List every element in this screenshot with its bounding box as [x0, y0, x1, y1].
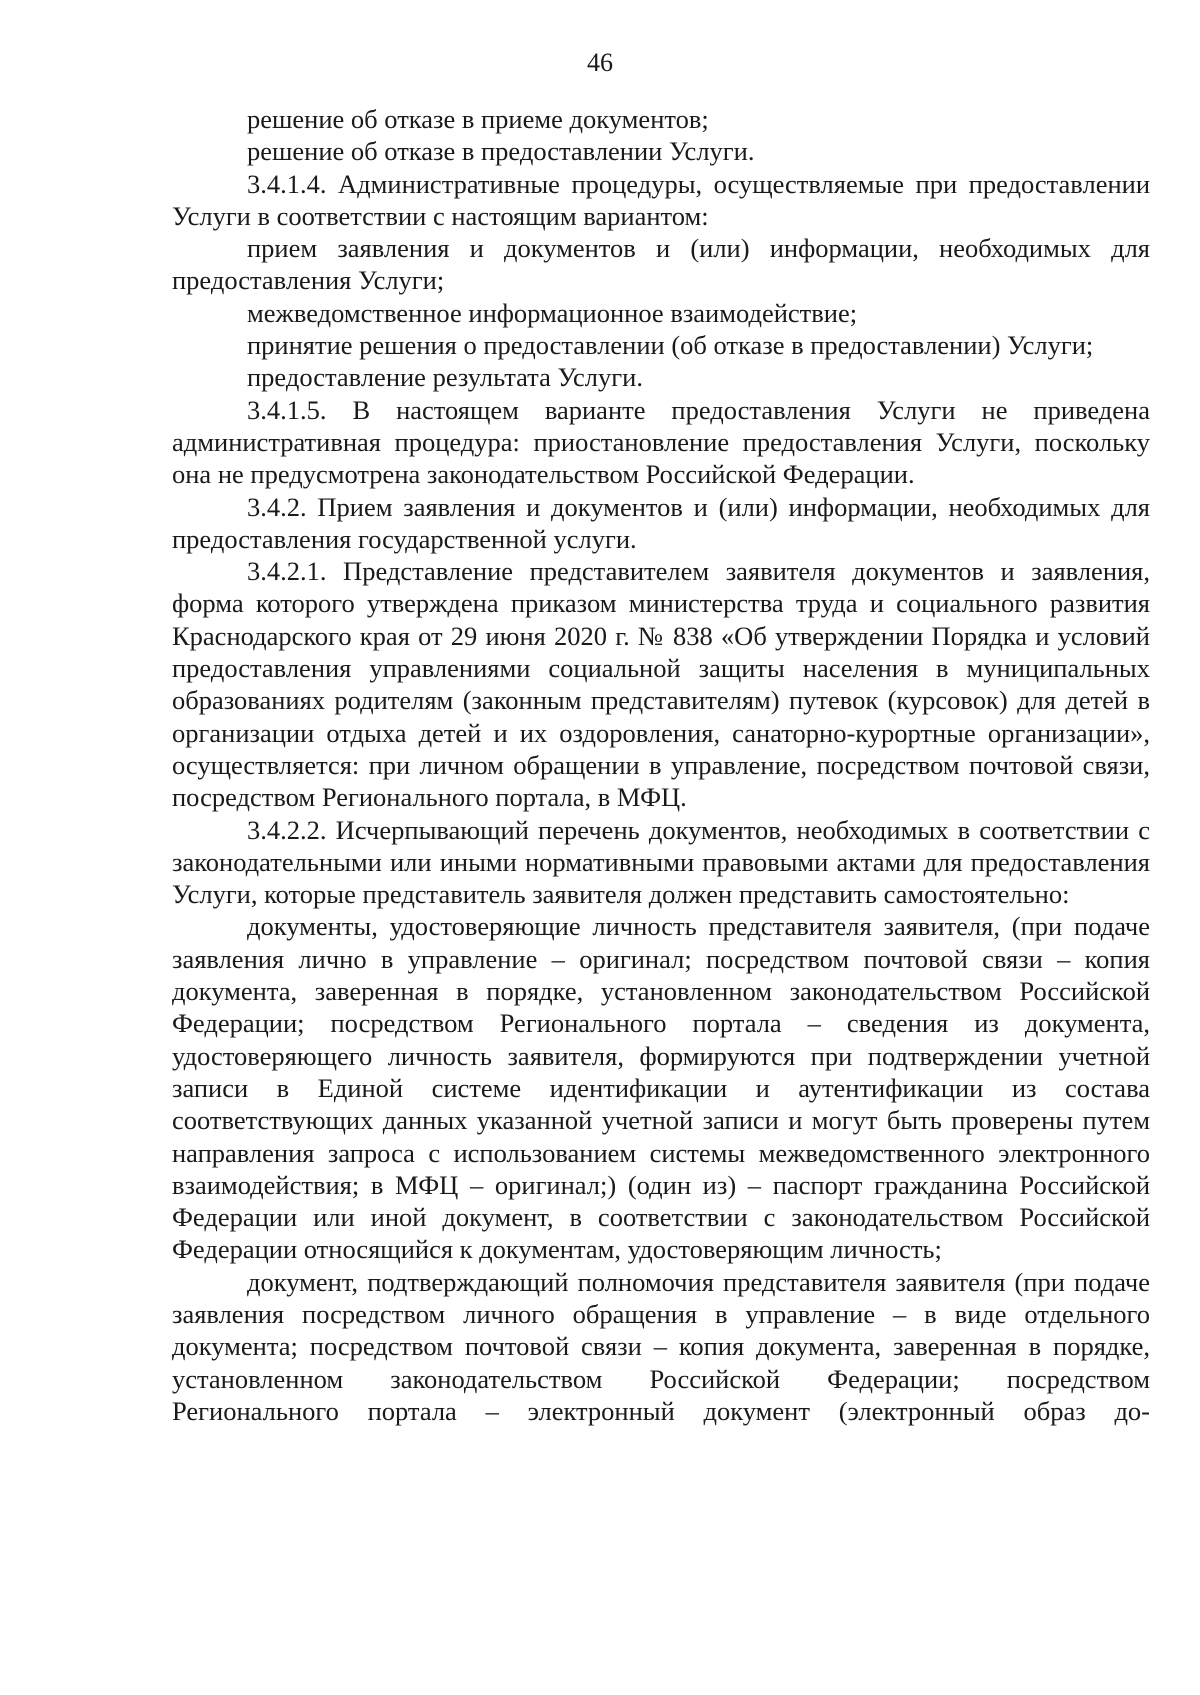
paragraph-3-4-2: 3.4.2. Прием заявления и документов и (или) информации, необходимых для предоставления государственной услуги.: [172, 491, 1150, 554]
paragraph-procedure-interagency: межведомственное информационное взаимодействие;: [247, 297, 858, 328]
paragraph-3-4-2-2: 3.4.2.2. Исчерпывающий перечень документов, необходимых в соответствии с законодательными или иными нормативными правовыми актами для предоставления Услуги, которые представитель заявителя должен представить самостоятельно:: [172, 814, 1150, 910]
paragraph-procedure-result: предоставление результата Услуги.: [247, 362, 643, 393]
paragraph-procedure-decision: принятие решения о предоставлении (об отказе в предоставлении) Услуги;: [247, 330, 1094, 361]
paragraph-3-4-1-5: 3.4.1.5. В настоящем варианте предоставления Услуги не приведена административная процедура: приостановление предоставления Услуги, поскольку она не предусмотрена законодательством Российской Федерации.: [172, 394, 1150, 490]
paragraph-identity-documents: документы, удостоверяющие личность представителя заявителя, (при подаче заявления лично в управление – оригинал; посредством почтовой связи – копия документа, заверенная в порядке, установленном законодательством Российской Федерации; посредством Регионального портала – сведения из документа, удостоверяющего личность заявителя, формируются при подтверждении учетной записи в Единой системе идентификации и аутентификации из состава соответствующих данных указанной учетной записи и могут быть проверены путем направления запроса с использованием системы межведомственного электронного взаимодействия; в МФЦ – оригинал;) (один из) – паспорт гражданина Российской Федерации или иной документ, в соответствии с законодательством Российской Федерации относящийся к документам, удостоверяющим личность;: [172, 911, 1150, 1265]
paragraph-3-4-2-1: 3.4.2.1. Представление представителем заявителя документов и заявления, форма которого утверждена приказом министерства труда и социального развития Краснодарского края от 29 июня 2020 г. № 838 «Об утверждении Порядка и условий предоставления управлениями социальной защиты населения в муниципальных образованиях родителям (законным представителям) путевок (курсовок) для детей в организации отдыха детей и их оздоровления, санаторно-курортные организации», осуществляется: при личном обращении в управление, посредством почтовой связи, посредством Регионального портала, в МФЦ.: [172, 556, 1150, 813]
document-body: [172, 103, 1150, 1427]
paragraph-authority-document: документ, подтверждающий полномочия представителя заявителя (при подаче заявления посредством личного обращения в управление – в виде отдельного документа; посредством почтовой связи – копия документа, заверенная в порядке, установленном законодательством Российской Федерации; посредством Регионального портала – электронный документ (электронный образ до-: [172, 1266, 1150, 1426]
paragraph-refusal-acceptance: решение об отказе в приеме документов;: [247, 104, 709, 134]
page-number: 46: [587, 48, 613, 77]
paragraph-refusal-service: решение об отказе в предоставлении Услуги.: [247, 136, 755, 167]
paragraph-procedure-reception: прием заявления и документов и (или) информации, необходимых для предоставления Услуги;: [172, 233, 1150, 296]
paragraph-3-4-1-4: 3.4.1.4. Административные процедуры, осуществляемые при предоставлении Услуги в соответствии с настоящим вариантом:: [172, 168, 1150, 231]
